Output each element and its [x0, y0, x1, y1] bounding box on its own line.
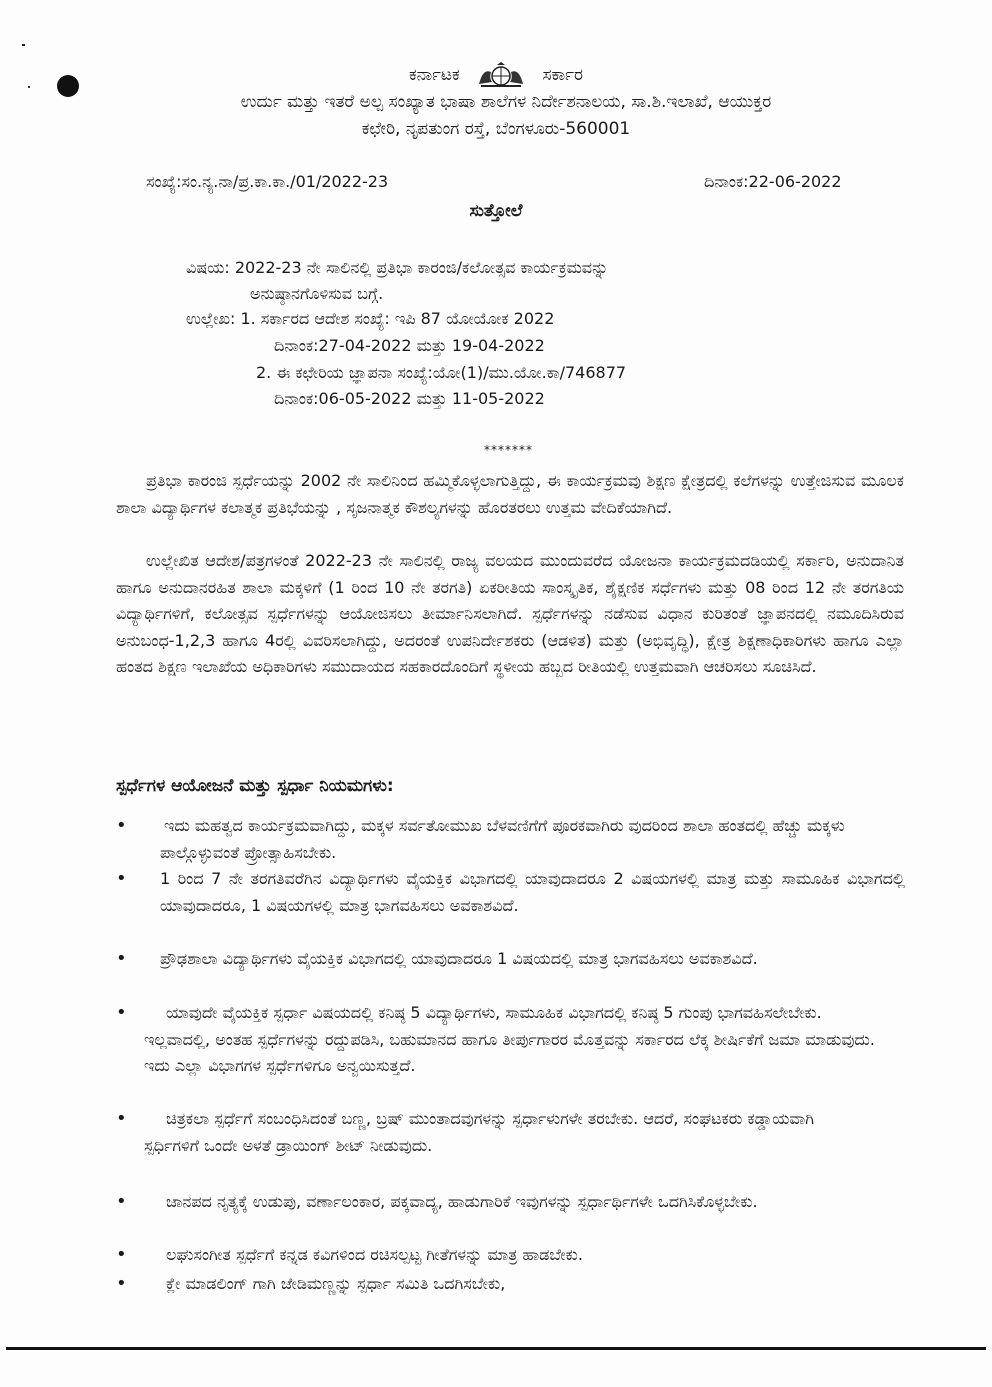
- scan-speck: [22, 44, 25, 46]
- list-item: ಚಿತ್ರಕಲಾ ಸ್ಪರ್ಧೆಗೆ ಸಂಬಂಧಿಸಿದಂತೆ ಬಣ್ಣ, ಬ್ರಷ್ ಮುಂತಾದವುಗಳನ್ನು ಸ್ಪರ್ಧಾಳುಗಳೇ ತರಬೇಕು. ಆದರೆ, ಸಂಘಟಕರು ಕಡ್ಡಾಯವಾಗಿ ಸ್ಪರ್ಧಿಗಳಿಗೆ ಒಂದೇ ಅಳತೆ ಡ್ರಾಯಿಂಗ್ ಶೀಟ್ ನೀಡುವುದು.: [144, 1109, 815, 1155]
- subject-line-1: ವಿಷಯ: 2022-23 ನೇ ಸಾಲಿನಲ್ಲಿ ಪ್ರತಿಭಾ ಕಾರಂಜಿ/ಕಲೋತ್ಸವ ಕಾರ್ಯಕ್ರಮವನ್ನು: [186, 258, 609, 277]
- document-date: ದಿನಾಂಕ:22-06-2022: [704, 172, 842, 191]
- list-item: ಜಾನಪದ ನೃತ್ಯಕ್ಕೆ ಉಡುಪು, ವರ್ಣಾಲಂಕಾರ, ಪಕ್ಕವಾದ್ಯ, ಹಾಡುಗಾರಿಕೆ ಇವುಗಳನ್ನು ಸ್ಪರ್ಧಾರ್ಥಿಗಳೇ ಒದಗಿಸಿಕೊಳ್ಳಬೇಕು.: [166, 1192, 758, 1211]
- bullet-marker: •: [116, 1108, 127, 1129]
- list-item: ಪ್ರೌಢಶಾಲಾ ವಿದ್ಯಾರ್ಥಿಗಳು ವೈಯಕ್ತಿಕ ವಿಭಾಗದಲ್ಲಿ ಯಾವುದಾದರೂ 1 ವಿಷಯದಲ್ಲಿ ಮಾತ್ರ ಭಾಗವಹಿಸಲು ಅವಕಾಶವಿದೆ.: [160, 949, 758, 968]
- list-item: 1 ರಿಂದ 7 ನೇ ತರಗತಿವರೆಗಿನ ವಿದ್ಯಾರ್ಥಿಗಳು ವೈಯಕ್ತಿಕ ವಿಭಾಗದಲ್ಲಿ ಯಾವುದಾದರೂ 2 ವಿಷಯಗಳಲ್ಲಿ ಮಾತ್ರ ಮತ್ತು ಸಾಮೂಹಿಕ ವಿಭಾಗದಲ್ಲಿ ಯಾವುದಾದರೂ, 1 ವಿಷಯಗಳಲ್ಲಿ ಮಾತ್ರ ಭಾಗವಹಿಸಲು ಅವಕಾಶವಿದೆ.: [160, 869, 905, 915]
- state-emblem-icon: [475, 62, 527, 88]
- bullet-marker: •: [116, 1191, 127, 1212]
- reference-1-date: ದಿನಾಂಕ:27-04-2022 ಮತ್ತು 19-04-2022: [274, 336, 545, 355]
- paragraph-2: ಉಲ್ಲೇಖಿತ ಆದೇಶ/ಪತ್ರಗಳಂತೆ 2022-23 ನೇ ಸಾಲಿನಲ್ಲಿ ರಾಜ್ಯ ವಲಯದ ಮುಂದುವರೆದ ಯೋಜನಾ ಕಾರ್ಯಕ್ರಮದಡಿಯಲ್ಲಿ ಸರ್ಕಾರಿ, ಅನುದಾನಿತ ಹಾಗೂ ಅನುದಾನರಹಿತ ಶಾಲಾ ಮಕ್ಕಳಿಗೆ (1 ರಿಂದ 10 ನೇ ತರಗತಿ) ಏಕರೀತಿಯ ಸಾಂಸ್ಕೃತಿಕ, ಶೈಕ್ಷಣಿಕ ಸರ್ಧೆಗಳು ಮತ್ತು 08 ರಿಂದ 12 ನೇ ತರಗತಿಯ ವಿದ್ಯಾರ್ಥಿಗಳಿಗೆ, ಕಲೋತ್ಸವ ಸ್ಪರ್ಧೆಗಳನ್ನು ಆಯೋಜಿಸಲು ತೀರ್ಮಾನಿಸಲಾಗಿದೆ. ಸ್ಪರ್ಧೆಗಳನ್ನು ನಡೆಸುವ ವಿಧಾನ ಕುರಿತಂತೆ ಜ್ಞಾಪನದಲ್ಲಿ ನಮೂದಿಸಿರುವ ಅನುಬಂಧ-1,2,3 ಹಾಗೂ 4ರಲ್ಲಿ ವಿವರಿಸಲಾಗಿದ್ದು, ಅದರಂತೆ ಉಪನಿರ್ದೇಶಕರು (ಆಡಳಿತ) ಮತ್ತು (ಅಭಿವೃದ್ಧಿ), ಕ್ಷೇತ್ರ ಶಿಕ್ಷಣಾಧಿಕಾರಿಗಳು ಹಾಗೂ ಎಲ್ಲಾ ಹಂತದ ಶಿಕ್ಷಣ ಇಲಾಖೆಯ ಅಧಿಕಾರಿಗಳು ಸಮುದಾಯದ ಸಹಕಾರದೊಂದಿಗೆ ಸ್ಥಳೀಯ ಹಬ್ಬದ ರೀತಿಯಲ್ಲಿ ಉತ್ತಮವಾಗಿ ಆಚರಿಸಲು ಸೂಚಿಸಿದೆ.: [116, 551, 904, 676]
- list-item: ಕ್ಲೇ ಮಾಡಲಿಂಗ್ ಗಾಗಿ ಜೇಡಿಮಣ್ಣನ್ನು ಸ್ಪರ್ಧಾ ಸಮಿತಿ ಒದಗಿಸಬೇಕು,: [166, 1274, 506, 1293]
- header-directorate: ಉರ್ದು ಮತ್ತು ಇತರೆ ಅಲ್ಪ ಸಂಖ್ಯಾತ ಭಾಷಾ ಶಾಲೆಗಳ ನಿರ್ದೇಶನಾಲಯ, ಸಾ.ಶಿ.ಇಲಾಖೆ, ಆಯುಕ್ತರ: [240, 92, 772, 112]
- circular-title: ಸುತ್ತೋಲೆ: [469, 201, 523, 221]
- header-government: [0, 62, 992, 88]
- bullet-marker: •: [116, 868, 127, 889]
- reference-2-date: ದಿನಾಂಕ:06-05-2022 ಮತ್ತು 11-05-2022: [274, 389, 545, 408]
- reference-2: 2. ಈ ಕಛೇರಿಯ ಜ್ಞಾಪನಾ ಸಂಖ್ಯೆ:ಯೋ(1)/ಮು.ಯೋ.ಕಾ/746877: [256, 363, 627, 382]
- header-address: ಕಛೇರಿ, ನೃಪತುಂಗ ರಸ್ತೆ, ಬೆಂಗಳೂರು-560001: [361, 119, 631, 139]
- bullet-marker: •: [116, 948, 127, 969]
- header-government-word: ಸರ್ಕಾರ: [542, 65, 583, 85]
- bullet-marker: •: [116, 815, 127, 836]
- bullet-marker: •: [116, 1002, 127, 1023]
- subject-line-2: ಅನುಷ್ಠಾನಗೊಳಿಸುವ ಬಗ್ಗೆ.: [250, 284, 384, 303]
- section-title: ಸ್ಪರ್ಧೆಗಳ ಆಯೋಜನೆ ಮತ್ತು ಸ್ಪರ್ಧಾ ನಿಯಮಗಳು:: [116, 776, 394, 796]
- paragraph-1: ಪ್ರತಿಭಾ ಕಾರಂಜಿ ಸ್ಪರ್ಧೆಯನ್ನು 2002 ನೇ ಸಾಲಿನಿಂದ ಹಮ್ಮಿಕೊಳ್ಳಲಾಗುತ್ತಿದ್ದು, ಈ ಕಾರ್ಯಕ್ರಮವು ಶಿಕ್ಷಣ ಕ್ಷೇತ್ರದಲ್ಲಿ ಕಲೆಗಳನ್ನು ಉತ್ತೇಜಿಸುವ ಮೂಲಕ ಶಾಲಾ ವಿದ್ಯಾರ್ಥಿಗಳ ಕಲಾತ್ಮಕ ಪ್ರತಿಭೆಯನ್ನು , ಸೃಜನಾತ್ಮಕ ಕೌಶಲ್ಯಗಳನ್ನು ಹೊರತರಲು ಉತ್ತಮ ವೇದಿಕೆಯಾಗಿದೆ.: [116, 471, 904, 517]
- header-state: ಕರ್ನಾಟಕ: [409, 65, 460, 85]
- reference-number: ಸಂಖ್ಯೆ:ಸಂ.ನ್ಯ.ನಾ/ಪ್ರ.ಕಾ.ಕಾ./01/2022-23: [146, 172, 389, 191]
- list-item: ಯಾವುದೇ ವೈಯಕ್ತಿಕ ಸ್ಪರ್ಧಾ ವಿಷಯದಲ್ಲಿ ಕನಿಷ್ಠ 5 ವಿದ್ಯಾರ್ಥಿಗಳು, ಸಾಮೂಹಿಕ ವಿಭಾಗದಲ್ಲಿ ಕನಿಷ್ಠ 5 ಗುಂಪು ಭಾಗವಹಿಸಲೇಬೇಕು. ಇಲ್ಲವಾದಲ್ಲಿ, ಅಂತಹ ಸ್ಪರ್ಧೆಗಳನ್ನು ರದ್ದುಪಡಿಸಿ, ಬಹುಮಾನದ ಹಾಗೂ ತೀರ್ಪುಗಾರರ ಮೊತ್ತವನ್ನು ಸರ್ಕಾರದ ಲೆಕ್ಕ ಶೀರ್ಷಿಕೆಗೆ ಜಮಾ ಮಾಡುವುದು. ಇದು ಎಲ್ಲಾ ವಿಭಾಗಗಳ ಸ್ಪರ್ಧೆಗಳಿಗೂ ಅನ್ವಯಿಸುತ್ತದೆ.: [144, 1003, 875, 1075]
- list-item: ಲಘುಸಂಗೀತ ಸ್ಪರ್ಧೆಗೆ ಕನ್ನಡ ಕವಿಗಳಿಂದ ರಚಿಸಲ್ಪಟ್ಟ ಗೀತೆಗಳನ್ನು ಮಾತ್ರ ಹಾಡಬೇಕು.: [166, 1245, 583, 1264]
- bullet-marker: •: [116, 1244, 127, 1265]
- page-bottom-rule: [6, 1347, 986, 1350]
- separator: *******: [484, 443, 533, 457]
- reference-1: ಉಲ್ಲೇಖ: 1. ಸರ್ಕಾರದ ಆದೇಶ ಸಂಖ್ಯೆ: ಇಪಿ 87 ಯೋಯೋಕ 2022: [186, 309, 555, 328]
- list-item: ಇದು ಮಹತ್ವದ ಕಾರ್ಯಕ್ರಮವಾಗಿದ್ದು, ಮಕ್ಕಳ ಸರ್ವತೋಮುಖ ಬೆಳವಣಿಗೆಗೆ ಪೂರಕವಾಗಿರು ವುದರಿಂದ ಶಾಲಾ ಹಂತದಲ್ಲಿ ಹೆಚ್ಚು ಮಕ್ಕಳು ಪಾಲ್ಗೊಳ್ಳುವಂತೆ ಪ್ರೋತ್ಸಾಹಿಸಬೇಕು.: [160, 816, 845, 862]
- bullet-marker: •: [116, 1273, 127, 1294]
